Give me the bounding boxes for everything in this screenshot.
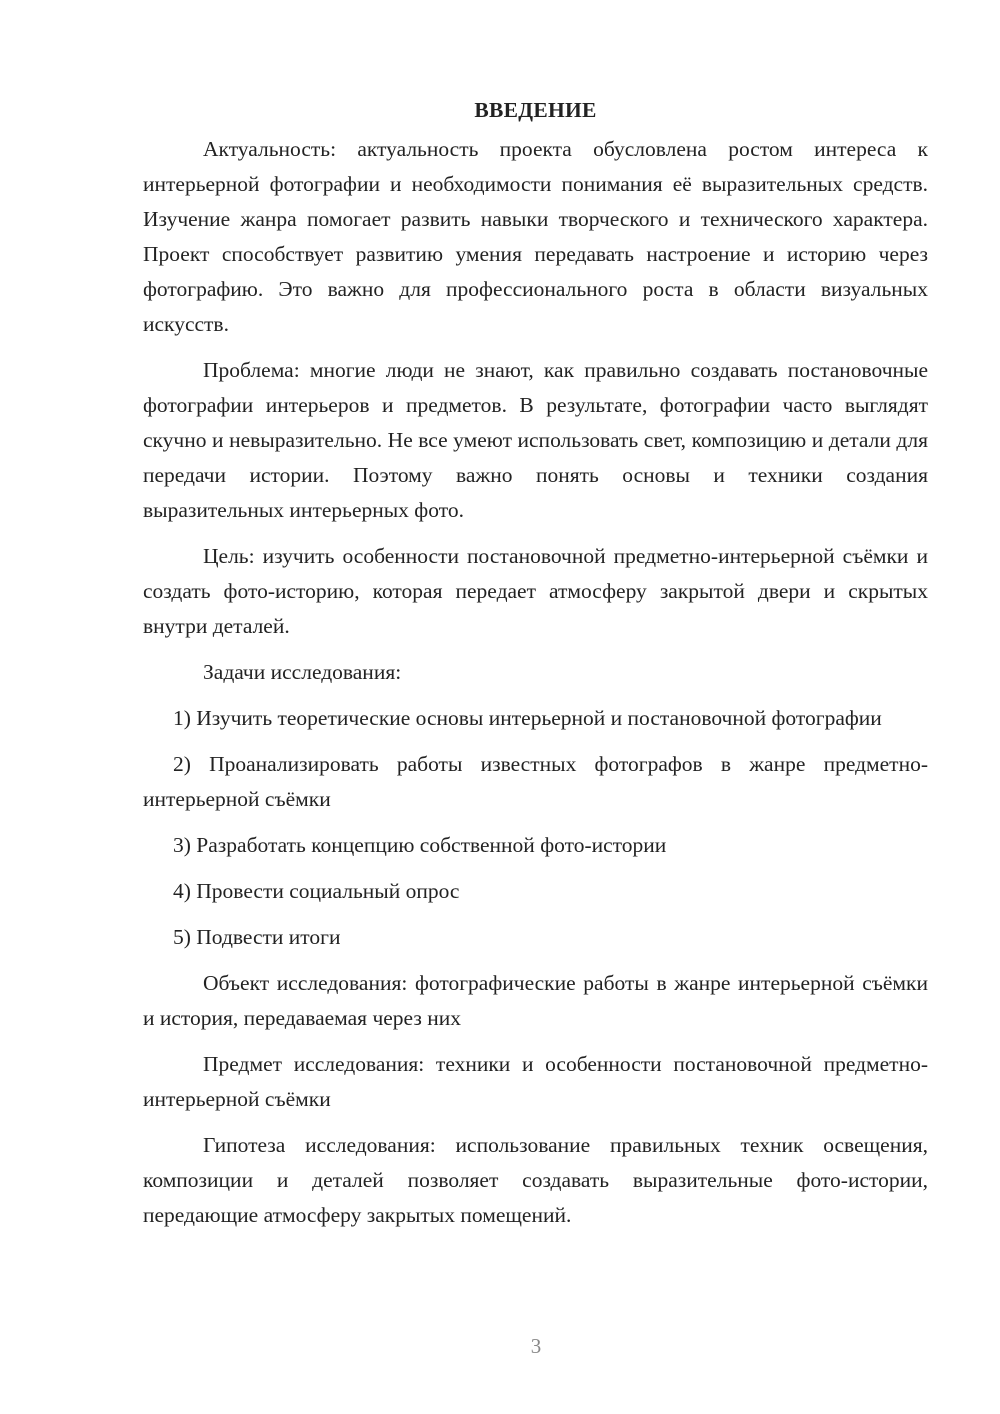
object-paragraph: Объект исследования: фотографические работы в жанре интерьерной съёмки и история, передаваемая через них bbox=[143, 971, 928, 1030]
page-content bbox=[143, 92, 928, 1244]
subject-paragraph: Предмет исследования: техники и особенности постановочной предметно-интерьерной съёмки bbox=[143, 1052, 928, 1111]
goal-paragraph: Цель: изучить особенности постановочной предметно-интерьерной съёмки и создать фото-историю, которая передает атмосферу закрытой двери и скрытых внутри деталей. bbox=[143, 544, 928, 638]
task-item-3: 3) Разработать концепцию собственной фото-истории bbox=[173, 833, 667, 857]
problem-paragraph: Проблема: многие люди не знают, как правильно создавать постановочные фотографии интерьеров и предметов. В результате, фотографии часто выглядят скучно и невыразительно. Не все умеют использовать свет, композицию и детали для передачи истории. Поэтому важно понять основы и техники создания выразительных интерьерных фото. bbox=[143, 358, 928, 522]
task-item-4: 4) Провести социальный опрос bbox=[173, 879, 460, 903]
page-number: 3 bbox=[530, 1334, 542, 1358]
tasks-title: Задачи исследования: bbox=[203, 660, 402, 684]
task-item-5: 5) Подвести итоги bbox=[173, 925, 341, 949]
task-item-2: 2) Проанализировать работы известных фотографов в жанре предметно-интерьерной съёмки bbox=[143, 752, 928, 811]
task-item-1: 1) Изучить теоретические основы интерьерной и постановочной фотографии bbox=[173, 706, 882, 730]
section-heading: ВВЕДЕНИЕ bbox=[474, 98, 597, 122]
relevance-paragraph: Актуальность: актуальность проекта обусловлена ростом интереса к интерьерной фотографии и необходимости понимания её выразительных средств. Изучение жанра помогает развить навыки творческого и технического характера. Проект способствует развитию умения передавать настроение и историю через фотографию. Это важно для профессионального роста в области визуальных искусств. bbox=[143, 137, 928, 336]
hypothesis-paragraph: Гипотеза исследования: использование правильных техник освещения, композиции и деталей позволяет создавать выразительные фото-истории, передающие атмосферу закрытых помещений. bbox=[143, 1133, 928, 1227]
